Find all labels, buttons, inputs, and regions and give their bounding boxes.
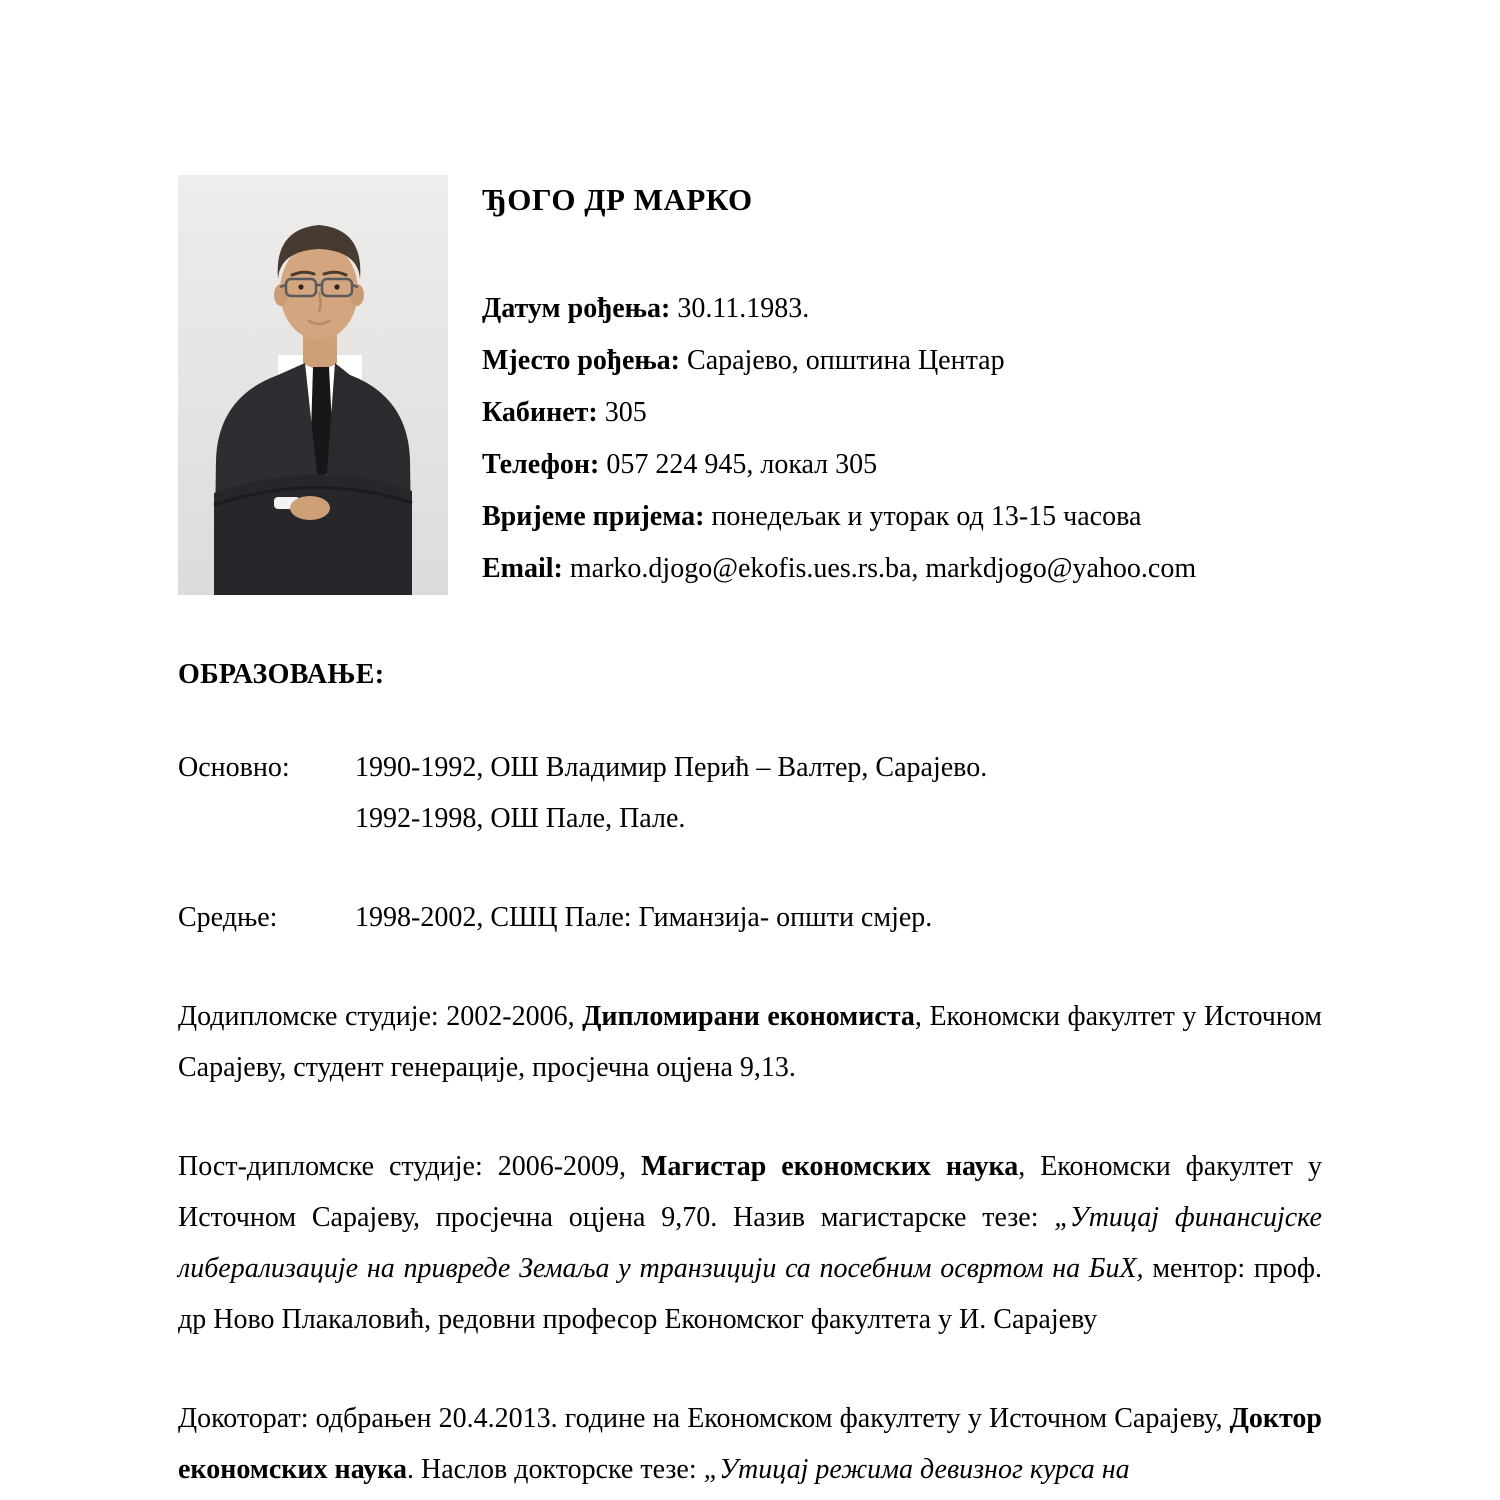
paragraph-text: Докоторат: одбрањен 20.4.2013. године на Економском факултету у Источном Сарајеву, (178, 1403, 1230, 1434)
education-primary-line: 1990-1992, ОШ Владимир Перић – Валтер, Сарајево. (355, 752, 988, 783)
field-value: 30.11.1983. (670, 293, 810, 324)
field-value: 057 224 945, локал 305 (599, 449, 878, 480)
portrait-photo-graphic (178, 175, 448, 595)
paragraph-text: , Економски факултет у Источном Сарајеву, просјечна оцјена 9,70. Назив магистарске тезе: (178, 1151, 1322, 1233)
paragraph-italic-text: „Утицај финансијске либерализације на привреде Земаља у транзицији са посебним освртом на БиХ, (178, 1202, 1322, 1284)
education-primary-lines (355, 742, 1322, 844)
education-secondary-lines (355, 892, 1322, 943)
paragraph-bold-text: Дипломирани економиста (582, 1001, 915, 1032)
doctorate-paragraph (178, 1393, 1322, 1495)
field-email (482, 543, 1322, 595)
education-secondary-label: Средње: (178, 902, 278, 933)
paragraph-italic-text: „Утицај режима девизног курса на (703, 1454, 1130, 1485)
field-office-hours (482, 491, 1322, 543)
education-primary-line: 1992-1998, ОШ Пале, Пале. (355, 803, 686, 834)
field-value: понедељак и уторак од 13-15 часова (704, 501, 1142, 532)
paragraph-bold-text: Магистар економских наука (640, 1151, 1019, 1182)
education-secondary-line: 1998-2002, СШЦ Пале: Гиманзија- општи смјер. (355, 902, 933, 933)
profile-fields (482, 283, 1322, 595)
field-office (482, 387, 1322, 439)
field-birth-date (482, 283, 1322, 335)
education-section-heading: ОБРАЗОВАЊЕ: (178, 659, 385, 690)
field-label: Мјесто рођења: (482, 345, 681, 376)
paragraph-text: , Економски факултет у Источном Сарајеву, студент генерације, просјечна оцјена 9,13. (178, 1001, 1322, 1083)
field-label: Кабинет: (482, 397, 598, 428)
person-name: ЂОГО ДР МАРКО (482, 182, 753, 217)
paragraph-text: Пост-дипломске студије: 2006-2009, (178, 1151, 641, 1182)
field-value: Сарајево, општина Центар (680, 345, 1005, 376)
field-phone (482, 439, 1322, 491)
field-label: Телефон: (482, 449, 600, 480)
education-primary-label: Основно: (178, 752, 290, 783)
education-secondary-row (178, 892, 1322, 943)
field-label: Вријеме пријема: (482, 501, 705, 532)
undergraduate-paragraph (178, 991, 1322, 1093)
portrait-photo (178, 175, 448, 595)
postgraduate-paragraph (178, 1141, 1322, 1345)
paragraph-text: ментор: проф. др Ново Плакаловић, редовни професор Економског факултета у И. Сарајеву (178, 1253, 1322, 1335)
field-value: 305 (597, 397, 647, 428)
paragraph-text: Додипломске студије: 2002-2006, (178, 1001, 583, 1032)
field-value: marko.djogo@ekofis.ues.rs.ba, markdjogo@yahoo.com (562, 553, 1197, 584)
field-birth-place (482, 335, 1322, 387)
field-label: Датум рођења: (482, 293, 671, 324)
education-primary-row (178, 742, 1322, 844)
field-label: Email: (482, 553, 563, 584)
profile-header (178, 175, 1322, 595)
paragraph-text: . Наслов докторске тезе: (406, 1454, 704, 1485)
paragraph-bold-text: Доктор економских наука (178, 1403, 1322, 1485)
profile-text-block (482, 175, 1322, 595)
